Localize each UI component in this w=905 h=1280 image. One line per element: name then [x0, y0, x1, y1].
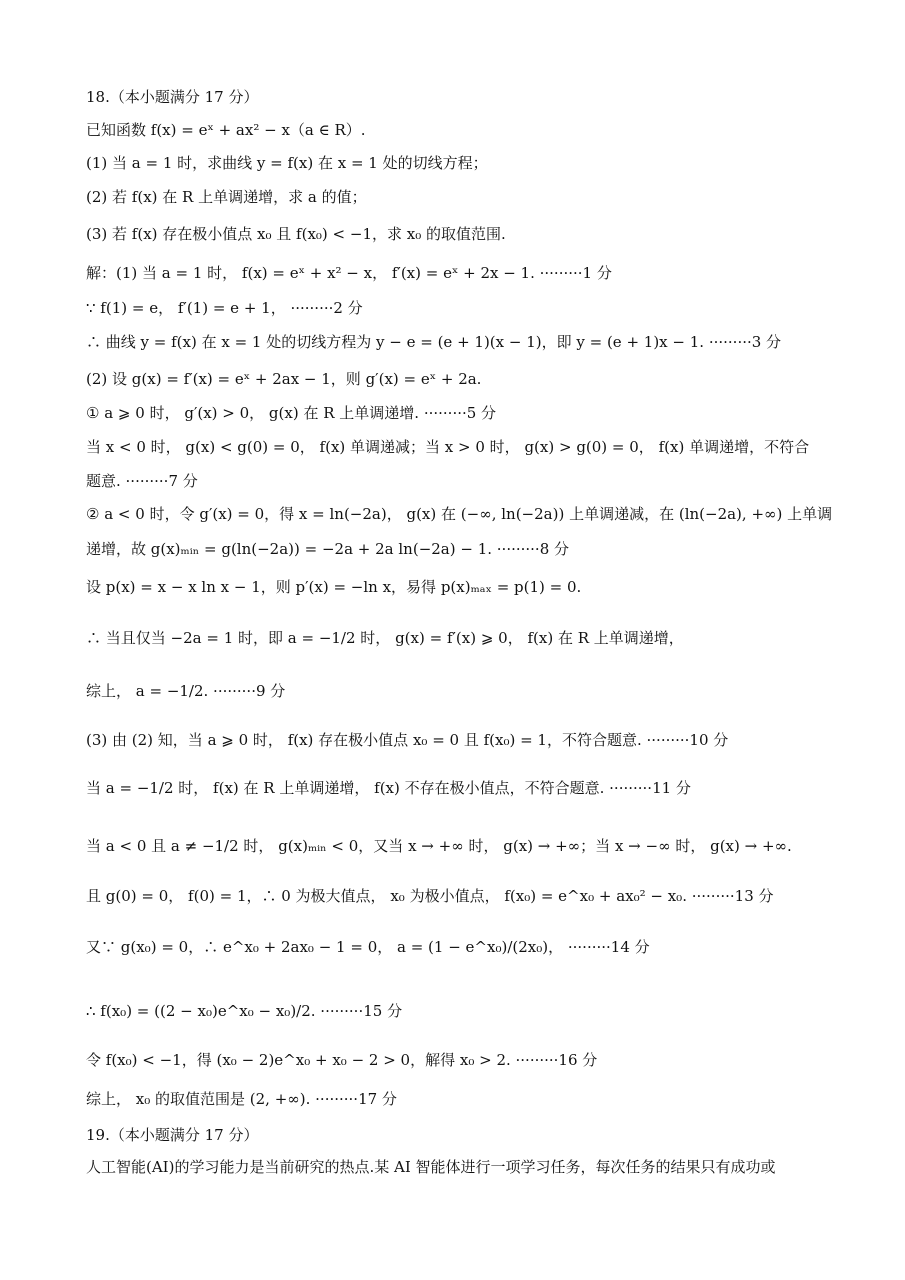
solution-line: ∴ 当且仅当 −2a = 1 时，即 a = −1/2 时， g(x) = f′(x) ⩾ 0， f(x) 在 R 上单调递增，	[86, 629, 684, 647]
problem-18-statement: 已知函数 f(x) = eˣ + ax² − x（a ∈ R）.	[86, 121, 366, 139]
solution-line: ∴ 曲线 y = f(x) 在 x = 1 处的切线方程为 y − e = (e + 1)(x − 1)，即 y = (e + 1)x − 1. ·········3 分	[86, 333, 782, 351]
problem-18-part-2: (2) 若 f(x) 在 R 上单调递增，求 a 的值；	[86, 188, 367, 206]
solution-line: (3) 由 (2) 知，当 a ⩾ 0 时， f(x) 存在极小值点 x₀ = 0 且 f(x₀) = 1，不符合题意. ·········10 分	[86, 731, 729, 749]
problem-18-part-3: (3) 若 f(x) 存在极小值点 x₀ 且 f(x₀) < −1，求 x₀ 的取值范围.	[86, 225, 506, 243]
solution-line: ② a < 0 时，令 g′(x) = 0，得 x = ln(−2a)， g(x) 在 (−∞, ln(−2a)) 上单调递减，在 (ln(−2a), +∞) 上单调	[86, 505, 833, 523]
solution-line: 综上， x₀ 的取值范围是 (2, +∞). ·········17 分	[86, 1090, 397, 1108]
solution-line: ∴ f(x₀) = ((2 − x₀)e^x₀ − x₀)/2. ·········15 分	[86, 1002, 403, 1020]
solution-line: (2) 设 g(x) = f′(x) = eˣ + 2ax − 1，则 g′(x) = eˣ + 2a.	[86, 370, 482, 388]
solution-line: 且 g(0) = 0， f(0) = 1，∴ 0 为极大值点， x₀ 为极小值点， f(x₀) = e^x₀ + ax₀² − x₀. ·········13 分	[86, 887, 774, 905]
solution-line: 题意. ·········7 分	[86, 472, 198, 490]
solution-line: 当 x < 0 时， g(x) < g(0) = 0， f(x) 单调递减；当 x > 0 时， g(x) > g(0) = 0， f(x) 单调递增，不符合	[86, 438, 810, 456]
solution-line: 又∵ g(x₀) = 0，∴ e^x₀ + 2ax₀ − 1 = 0， a = (1 − e^x₀)/(2x₀)， ·········14 分	[86, 938, 650, 956]
problem-18-part-1: (1) 当 a = 1 时，求曲线 y = f(x) 在 x = 1 处的切线方程；	[86, 154, 488, 172]
solution-line: ① a ⩾ 0 时， g′(x) > 0， g(x) 在 R 上单调递增. ·········5 分	[86, 404, 497, 422]
solution-line: ∵ f(1) = e， f′(1) = e + 1， ·········2 分	[86, 299, 363, 317]
solution-line: 递增，故 g(x)ₘᵢₙ = g(ln(−2a)) = −2a + 2a ln(−2a) − 1. ·········8 分	[86, 540, 570, 558]
problem-18-heading: 18.（本小题满分 17 分）	[86, 88, 259, 106]
solution-line: 当 a = −1/2 时， f(x) 在 R 上单调递增， f(x) 不存在极小值点，不符合题意. ·········11 分	[86, 779, 691, 797]
solution-line: 解：(1) 当 a = 1 时， f(x) = eˣ + x² − x， f′(x) = eˣ + 2x − 1. ·········1 分	[86, 264, 612, 282]
problem-19-heading: 19.（本小题满分 17 分）	[86, 1126, 259, 1144]
solution-line: 设 p(x) = x − x ln x − 1，则 p′(x) = −ln x，易得 p(x)ₘₐₓ = p(1) = 0.	[86, 578, 582, 596]
solution-line: 综上， a = −1/2. ·········9 分	[86, 682, 286, 700]
problem-19-statement: 人工智能(AI)的学习能力是当前研究的热点.某 AI 智能体进行一项学习任务，每次任务的结果只有成功或	[86, 1158, 776, 1176]
solution-line: 令 f(x₀) < −1，得 (x₀ − 2)e^x₀ + x₀ − 2 > 0，解得 x₀ > 2. ·········16 分	[86, 1051, 598, 1069]
solution-line: 当 a < 0 且 a ≠ −1/2 时， g(x)ₘᵢₙ < 0，又当 x → +∞ 时， g(x) → +∞；当 x → −∞ 时， g(x) → +∞.	[86, 837, 792, 855]
